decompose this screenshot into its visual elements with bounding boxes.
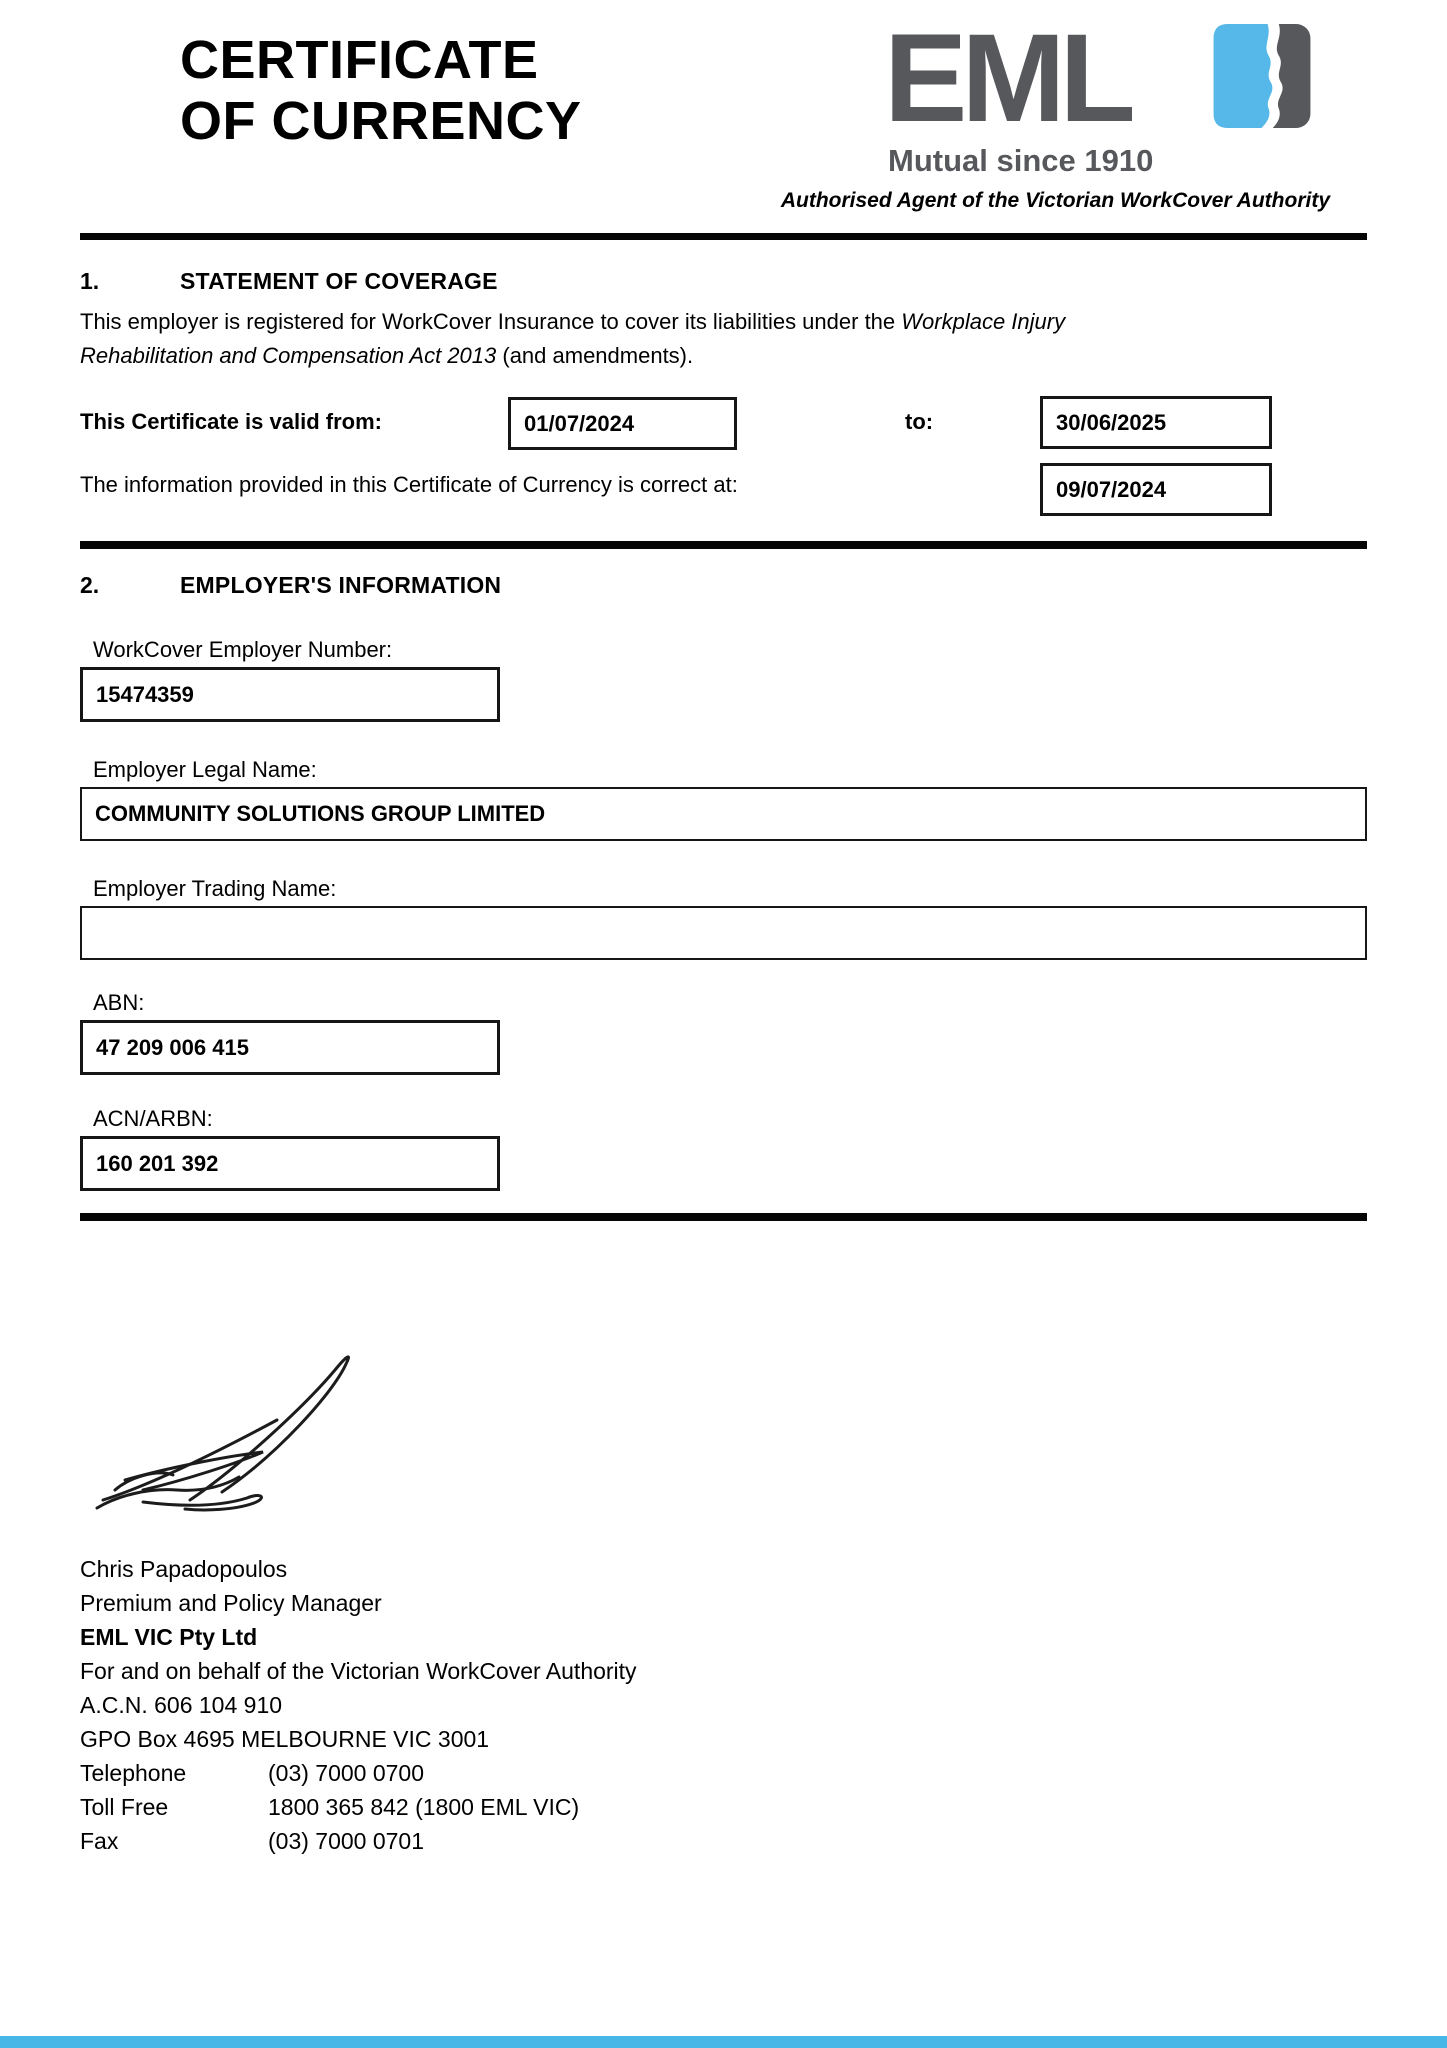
divider-bottom [80, 1213, 1367, 1221]
coverage-text-regular-2: (and amendments). [496, 343, 694, 368]
contact-row-telephone [80, 1756, 637, 1790]
employer-number-box: 15474359 [80, 667, 500, 722]
signatory-acn: A.C.N. 606 104 910 [80, 1692, 283, 1718]
section-1-heading: STATEMENT OF COVERAGE [180, 268, 498, 294]
page-title-line2: OF CURRENCY [180, 91, 582, 151]
valid-from-label: This Certificate is valid from: [80, 409, 382, 434]
coverage-paragraph-line2 [80, 339, 1370, 373]
tollfree-label: Toll Free [80, 1794, 169, 1820]
page-title [180, 30, 582, 152]
valid-to-box: 30/06/2025 [1040, 396, 1272, 449]
coverage-paragraph-line1 [80, 305, 1370, 339]
trading-name-label: Employer Trading Name: [93, 876, 337, 901]
tollfree-value: 1800 365 842 (1800 EML VIC) [268, 1794, 580, 1820]
eml-logo-wordmark: EML [884, 9, 1130, 148]
abn-label: ABN: [93, 990, 145, 1015]
coverage-text-italic-1: Workplace Injury [901, 309, 1066, 334]
legal-name-box: COMMUNITY SOLUTIONS GROUP LIMITED [80, 787, 1367, 841]
section-2-number: 2. [80, 572, 100, 598]
fax-label: Fax [80, 1828, 119, 1854]
section-1-number: 1. [80, 268, 100, 294]
legal-name-label: Employer Legal Name: [93, 757, 317, 782]
abn-box: 47 209 006 415 [80, 1020, 500, 1075]
signatory-company: EML VIC Pty Ltd [80, 1624, 258, 1650]
contact-row-fax [80, 1824, 637, 1858]
divider-middle [80, 541, 1367, 549]
correct-at-label: The information provided in this Certificate of Currency is correct at: [80, 472, 738, 497]
signature-image [85, 1338, 405, 1538]
coverage-paragraph [80, 305, 1370, 373]
acn-label: ACN/ARBN: [93, 1106, 213, 1131]
signatory-name: Chris Papadopoulos [80, 1556, 288, 1582]
eml-logo-tagline: Mutual since 1910 [888, 143, 1154, 178]
fax-value: (03) 7000 0701 [268, 1828, 425, 1854]
trading-name-box [80, 906, 1367, 960]
valid-from-box: 01/07/2024 [508, 397, 737, 450]
eml-faces-icon [1212, 24, 1312, 133]
signatory-address: GPO Box 4695 MELBOURNE VIC 3001 [80, 1726, 490, 1752]
correct-at-box: 09/07/2024 [1040, 463, 1272, 516]
acn-box: 160 201 392 [80, 1136, 500, 1191]
contact-row-tollfree [80, 1790, 637, 1824]
authorised-agent-text: Authorised Agent of the Victorian WorkCover Authority [780, 189, 1330, 212]
telephone-value: (03) 7000 0700 [268, 1760, 425, 1786]
page-title-line1: CERTIFICATE [180, 30, 539, 90]
section-2-heading: EMPLOYER'S INFORMATION [180, 572, 502, 598]
signatory-title: Premium and Policy Manager [80, 1590, 382, 1616]
telephone-label: Telephone [80, 1760, 187, 1786]
on-behalf-text: For and on behalf of the Victorian WorkCover Authority [80, 1658, 637, 1684]
employer-number-label: WorkCover Employer Number: [93, 637, 393, 662]
coverage-text-italic-2: Rehabilitation and Compensation Act 2013 [80, 343, 497, 368]
signatory-block [80, 1552, 637, 1858]
coverage-text-regular-1: This employer is registered for WorkCover Insurance to cover its liabilities under the [80, 309, 902, 334]
footer-accent-bar [0, 2036, 1447, 2048]
divider-top [80, 233, 1367, 240]
valid-to-label: to: [905, 409, 934, 434]
